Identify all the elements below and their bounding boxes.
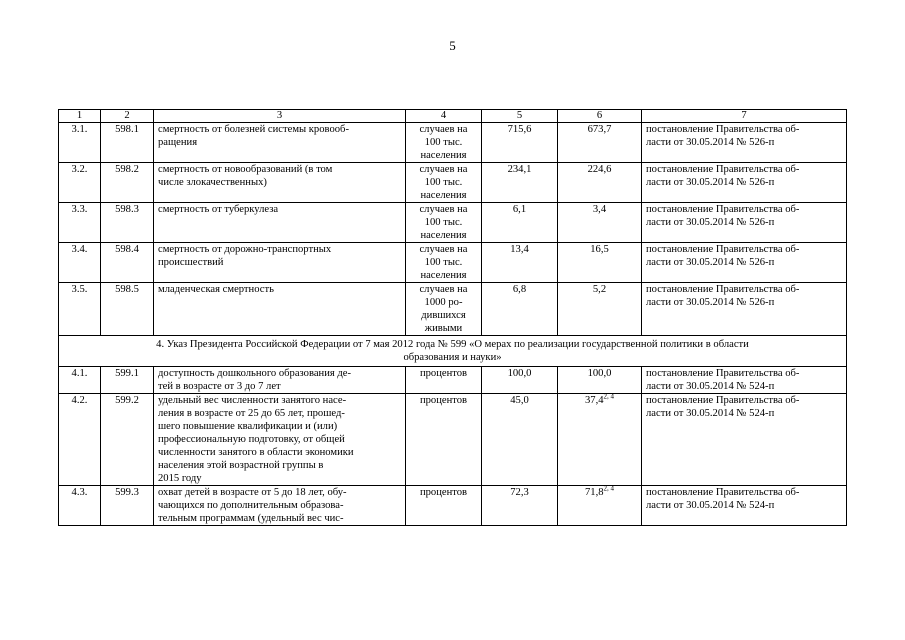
legal-document: постановление Правительства об- ласти от 30.05.2014 № 526-п: [646, 124, 800, 148]
table-row: [59, 243, 847, 283]
indicator-name: младенческая смертность: [158, 284, 274, 295]
table-row: [59, 394, 847, 486]
indicator-name: смертность от дорожно-транспортных происшествий: [158, 244, 332, 268]
column-header: 3: [154, 110, 406, 123]
column-header: 6: [558, 110, 642, 123]
row-number: 4.2.: [59, 394, 101, 486]
value-col5: 6,1: [482, 203, 558, 243]
legal-document: постановление Правительства об- ласти от 30.05.2014 № 524-п: [646, 368, 800, 392]
indicator-name: удельный вес численности занятого насе- ления в возрасте от 25 до 65 лет, прошед- шего повышение квалификации и (или) профессиональную подготовку, от общей численности занятого в области экономики населения этой возрастной группы в 2015 году: [158, 395, 354, 484]
column-number-row: [59, 110, 847, 123]
value-col5: 100,0: [482, 367, 558, 394]
unit: процентов: [419, 487, 468, 498]
footnote-ref: 2, 4: [603, 393, 615, 401]
column-header: 2: [101, 110, 154, 123]
indicator-code: 598.5: [101, 283, 154, 336]
value-col5: 715,6: [482, 123, 558, 163]
value-col6: [558, 486, 642, 526]
unit: случаев на 100 тыс. населения: [419, 204, 468, 241]
section-heading-row: [59, 336, 847, 367]
row-number: 3.2.: [59, 163, 101, 203]
indicator-code: 599.1: [101, 367, 154, 394]
indicator-name: доступность дошкольного образования де- тей в возрасте от 3 до 7 лет: [158, 368, 352, 392]
row-number: 4.3.: [59, 486, 101, 526]
indicator-code: 598.3: [101, 203, 154, 243]
indicator-code: 599.2: [101, 394, 154, 486]
value-col5: 13,4: [482, 243, 558, 283]
unit: случаев на 100 тыс. населения: [419, 244, 468, 281]
indicator-code: 598.4: [101, 243, 154, 283]
footnote-ref: 2, 4: [603, 485, 615, 493]
row-number: 3.1.: [59, 123, 101, 163]
column-header: 4: [406, 110, 482, 123]
table-row: [59, 123, 847, 163]
column-header: 1: [59, 110, 101, 123]
unit: процентов: [419, 368, 468, 379]
column-header: 5: [482, 110, 558, 123]
column-header: 7: [642, 110, 847, 123]
table-row: [59, 486, 847, 526]
indicator-name: смертность от туберкулеза: [158, 204, 279, 215]
value: 100,0: [587, 368, 612, 379]
value: 37,4: [584, 395, 604, 406]
indicators-table: [58, 109, 847, 526]
table-row: [59, 203, 847, 243]
table-row: [59, 367, 847, 394]
indicator-name: охват детей в возрасте от 5 до 18 лет, обу- чающихся по дополнительным образова- тельным программам (удельный вес чис-: [158, 487, 347, 524]
legal-document: постановление Правительства об- ласти от 30.05.2014 № 524-п: [646, 395, 800, 419]
legal-document: постановление Правительства об- ласти от 30.05.2014 № 526-п: [646, 204, 800, 228]
unit: случаев на 100 тыс. населения: [419, 164, 468, 201]
value-col6: [558, 394, 642, 486]
page-number: 5: [449, 38, 456, 53]
unit: случаев на 100 тыс. населения: [419, 124, 468, 161]
value-col6: 224,6: [558, 163, 642, 203]
indicator-name: смертность от болезней системы кровооб- ращения: [158, 124, 349, 148]
legal-document: постановление Правительства об- ласти от 30.05.2014 № 526-п: [646, 164, 800, 188]
value-col6: [558, 367, 642, 394]
section-title: 4. Указ Президента Российской Федерации от 7 мая 2012 года № 599 «О мерах по реализации государственной политики в области образования и науки»: [156, 339, 749, 363]
value-col6: 673,7: [558, 123, 642, 163]
legal-document: постановление Правительства об- ласти от 30.05.2014 № 526-п: [646, 244, 800, 268]
indicator-name: смертность от новообразований (в том числе злокачественных): [158, 164, 333, 188]
row-number: 4.1.: [59, 367, 101, 394]
row-number: 3.4.: [59, 243, 101, 283]
unit: процентов: [419, 395, 468, 406]
table-row: [59, 163, 847, 203]
value-col6: 3,4: [558, 203, 642, 243]
row-number: 3.5.: [59, 283, 101, 336]
value-col6: 5,2: [558, 283, 642, 336]
value-col5: 234,1: [482, 163, 558, 203]
value: 71,8: [584, 487, 604, 498]
table-row: [59, 283, 847, 336]
indicator-code: 599.3: [101, 486, 154, 526]
value-col5: 72,3: [482, 486, 558, 526]
legal-document: постановление Правительства об- ласти от 30.05.2014 № 526-п: [646, 284, 800, 308]
unit: случаев на 1000 ро- дившихся живыми: [419, 284, 468, 334]
indicator-code: 598.1: [101, 123, 154, 163]
indicator-code: 598.2: [101, 163, 154, 203]
value-col6: 16,5: [558, 243, 642, 283]
legal-document: постановление Правительства об- ласти от 30.05.2014 № 524-п: [646, 487, 800, 511]
row-number: 3.3.: [59, 203, 101, 243]
value-col5: 6,8: [482, 283, 558, 336]
value-col5: 45,0: [482, 394, 558, 486]
